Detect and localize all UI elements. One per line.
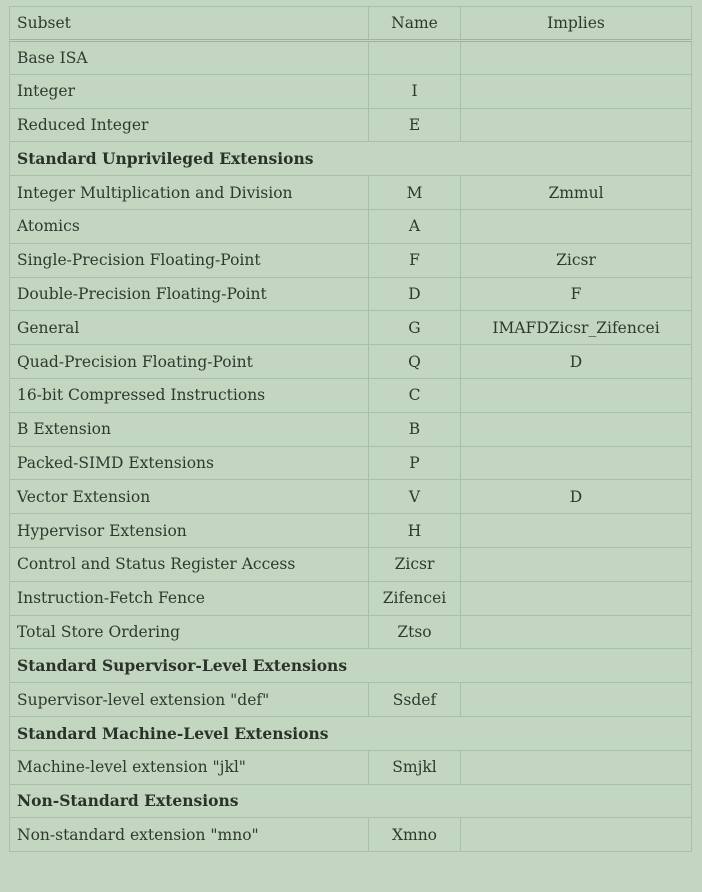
section-header-row: [10, 716, 692, 750]
implies-cell: Zmmul: [461, 176, 692, 210]
name-cell: Smjkl: [369, 750, 461, 784]
subset-cell: Total Store Ordering: [10, 615, 369, 649]
table-row: [10, 683, 692, 717]
implies-cell: [461, 412, 692, 446]
section-header-row: [10, 142, 692, 176]
subset-cell: Supervisor-level extension "def": [10, 683, 369, 717]
name-cell: E: [369, 108, 461, 142]
table-row: [10, 311, 692, 345]
name-cell: Zicsr: [369, 547, 461, 581]
subset-cell: Non-standard extension "mno": [10, 818, 369, 852]
name-cell: Ztso: [369, 615, 461, 649]
table-row: [10, 514, 692, 548]
table-row: [10, 480, 692, 514]
name-cell: P: [369, 446, 461, 480]
subset-cell: B Extension: [10, 412, 369, 446]
name-cell: I: [369, 74, 461, 108]
implies-cell: F: [461, 277, 692, 311]
table-row: [10, 547, 692, 581]
implies-cell: [461, 378, 692, 412]
implies-cell: [461, 581, 692, 615]
subset-cell: Packed-SIMD Extensions: [10, 446, 369, 480]
name-cell: A: [369, 209, 461, 243]
subset-cell: Double-Precision Floating-Point: [10, 277, 369, 311]
table-row: [10, 277, 692, 311]
table-row: [10, 615, 692, 649]
name-cell: Ssdef: [369, 683, 461, 717]
implies-cell: D: [461, 480, 692, 514]
subset-cell: Control and Status Register Access: [10, 547, 369, 581]
table-row: [10, 581, 692, 615]
name-cell: V: [369, 480, 461, 514]
section-header-row: [10, 649, 692, 683]
implies-cell: D: [461, 345, 692, 379]
table-row: [10, 378, 692, 412]
column-header-subset: Subset: [10, 7, 369, 41]
subset-cell: Single-Precision Floating-Point: [10, 243, 369, 277]
subset-cell: Quad-Precision Floating-Point: [10, 345, 369, 379]
implies-cell: [461, 514, 692, 548]
subset-cell: Base ISA: [10, 41, 369, 75]
table-row: [10, 750, 692, 784]
table-row: [10, 243, 692, 277]
section-title: Standard Unprivileged Extensions: [10, 142, 692, 176]
table-header-row: [10, 7, 692, 41]
name-cell: [369, 41, 461, 75]
name-cell: F: [369, 243, 461, 277]
name-cell: H: [369, 514, 461, 548]
name-cell: Zifencei: [369, 581, 461, 615]
subset-cell: Vector Extension: [10, 480, 369, 514]
implies-cell: [461, 683, 692, 717]
implies-cell: [461, 750, 692, 784]
subset-cell: Integer: [10, 74, 369, 108]
implies-cell: [461, 108, 692, 142]
subset-cell: Reduced Integer: [10, 108, 369, 142]
implies-cell: [461, 74, 692, 108]
section-header-row: [10, 784, 692, 818]
implies-cell: [461, 547, 692, 581]
section-title: Standard Machine-Level Extensions: [10, 716, 692, 750]
column-header-implies: Implies: [461, 7, 692, 41]
name-cell: Q: [369, 345, 461, 379]
isa-extensions-table: [9, 6, 692, 852]
table-row: [10, 176, 692, 210]
name-cell: G: [369, 311, 461, 345]
implies-cell: [461, 41, 692, 75]
implies-cell: [461, 615, 692, 649]
subset-cell: Atomics: [10, 209, 369, 243]
name-cell: M: [369, 176, 461, 210]
table-row: [10, 818, 692, 852]
column-header-name: Name: [369, 7, 461, 41]
table-row: [10, 446, 692, 480]
table-body: [10, 41, 692, 852]
table-row: [10, 74, 692, 108]
subset-cell: Integer Multiplication and Division: [10, 176, 369, 210]
table-row: [10, 209, 692, 243]
extensions-table-container: [9, 6, 691, 852]
name-cell: D: [369, 277, 461, 311]
name-cell: Xmno: [369, 818, 461, 852]
subset-cell: 16-bit Compressed Instructions: [10, 378, 369, 412]
section-title: Standard Supervisor-Level Extensions: [10, 649, 692, 683]
implies-cell: Zicsr: [461, 243, 692, 277]
name-cell: B: [369, 412, 461, 446]
table-row: [10, 108, 692, 142]
subset-cell: General: [10, 311, 369, 345]
table-row: [10, 41, 692, 75]
implies-cell: [461, 818, 692, 852]
subset-cell: Hypervisor Extension: [10, 514, 369, 548]
table-row: [10, 412, 692, 446]
name-cell: C: [369, 378, 461, 412]
table-row: [10, 345, 692, 379]
implies-cell: [461, 209, 692, 243]
subset-cell: Instruction-Fetch Fence: [10, 581, 369, 615]
implies-cell: [461, 446, 692, 480]
section-title: Non-Standard Extensions: [10, 784, 692, 818]
subset-cell: Machine-level extension "jkl": [10, 750, 369, 784]
implies-cell: IMAFDZicsr_Zifencei: [461, 311, 692, 345]
